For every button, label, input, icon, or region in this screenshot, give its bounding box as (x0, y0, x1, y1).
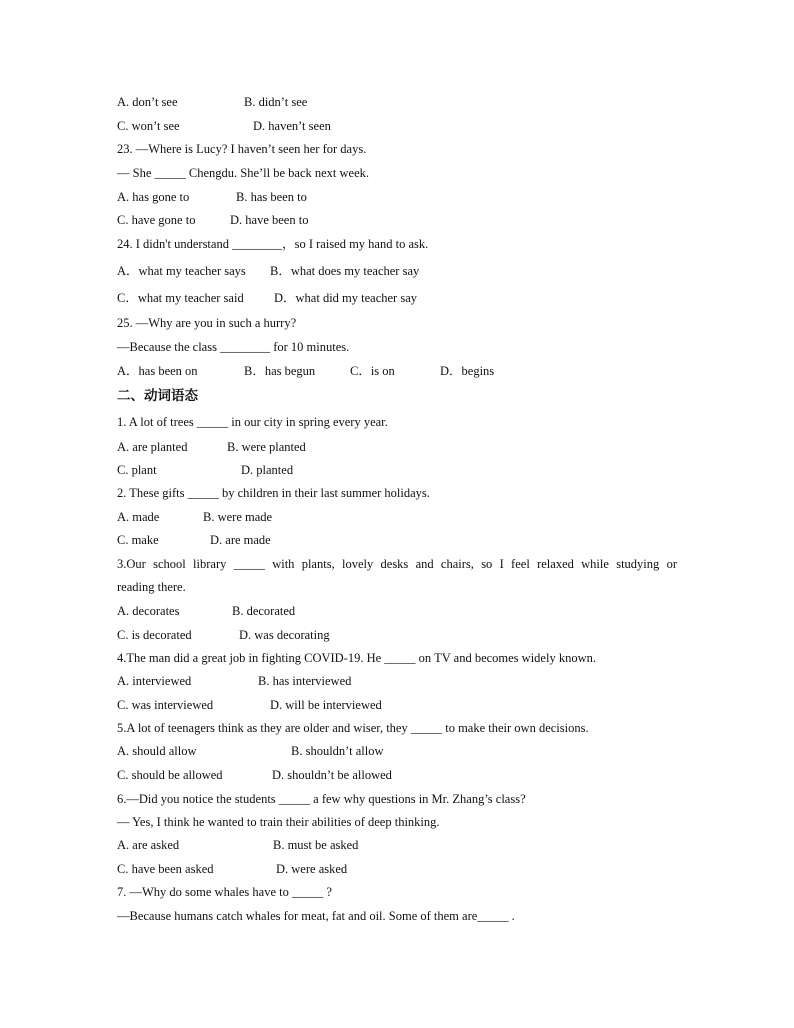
s3-question: 3.Our school library _____ with plants, lovely desks and chairs, so I feel relaxed while studying or (117, 557, 677, 571)
s6-option-d: D. were asked (276, 862, 348, 876)
s1-question: 1. A lot of trees _____ in our city in spring every year. (117, 415, 388, 429)
s3-option-c: C. is decorated (117, 628, 192, 642)
s6-option-c: C. have been asked (117, 862, 214, 876)
q25-question: 25. —Why are you in such a hurry? (117, 316, 297, 330)
s2-option-a: A. made (117, 510, 160, 524)
q25-answer-line: —Because the class ________ for 10 minutes. (117, 340, 350, 354)
q22-option-a: A. don’t see (117, 95, 178, 109)
s4-option-d: D. will be interviewed (270, 698, 382, 712)
q23-option-c: C. have gone to (117, 213, 196, 227)
s7-question: 7. —Why do some whales have to _____ ? (117, 885, 332, 899)
q22-option-c: C. won’t see (117, 119, 180, 133)
q23-answer-line: — She _____ Chengdu. She’ll be back next week. (117, 166, 370, 180)
s7-answer-line: —Because humans catch whales for meat, fat and oil. Some of them are_____ . (117, 909, 515, 923)
s2-option-c: C. make (117, 533, 159, 547)
s6-option-b: B. must be asked (273, 838, 359, 852)
q22-option-d: D. haven’t seen (253, 119, 331, 133)
q23-option-b: B. has been to (236, 190, 307, 204)
s2-option-d: D. are made (210, 533, 271, 547)
s3-question-continued: reading there. (117, 580, 186, 594)
s6-answer-line: — Yes, I think he wanted to train their abilities of deep thinking. (117, 815, 440, 829)
s2-option-b: B. were made (203, 510, 273, 524)
s1-option-d: D. planted (241, 463, 294, 477)
s5-option-c: C. should be allowed (117, 768, 223, 782)
s3-option-a: A. decorates (117, 604, 180, 618)
q25-option-a: A．has been on (117, 364, 198, 378)
s3-option-b: B. decorated (232, 604, 296, 618)
q23-question: 23. —Where is Lucy? I haven’t seen her for days. (117, 142, 367, 156)
s5-option-b: B. shouldn’t allow (291, 744, 384, 758)
q24-question: 24. I didn't understand ________，so I raised my hand to ask. (117, 237, 429, 251)
s4-option-a: A. interviewed (117, 674, 192, 688)
s1-option-b: B. were planted (227, 440, 306, 454)
s6-option-a: A. are asked (117, 838, 180, 852)
s6-question: 6.—Did you notice the students _____ a few why questions in Mr. Zhang’s class? (117, 792, 526, 806)
q22-option-b: B. didn’t see (244, 95, 308, 109)
s1-option-c: C. plant (117, 463, 157, 477)
q23-option-a: A. has gone to (117, 190, 190, 204)
s4-option-c: C. was interviewed (117, 698, 214, 712)
s5-question: 5.A lot of teenagers think as they are older and wiser, they _____ to make their own decisions. (117, 721, 589, 735)
q24-option-c: C．what my teacher said (117, 291, 244, 305)
s5-option-a: A. should allow (117, 744, 197, 758)
s3-option-d: D. was decorating (239, 628, 330, 642)
q23-option-d: D. have been to (230, 213, 309, 227)
q24-option-b: B．what does my teacher say (270, 264, 420, 278)
section-heading-verb-voice: 二、动词语态 (117, 388, 198, 404)
s4-question: 4.The man did a great job in fighting COVID-19. He _____ on TV and becomes widely known. (117, 651, 596, 665)
s5-option-d: D. shouldn’t be allowed (272, 768, 392, 782)
q25-option-d: D．begins (440, 364, 495, 378)
s2-question: 2. These gifts _____ by children in their last summer holidays. (117, 486, 430, 500)
q24-option-a: A．what my teacher says (117, 264, 246, 278)
s4-option-b: B. has interviewed (258, 674, 352, 688)
q25-option-b: B．has begun (244, 364, 316, 378)
s1-option-a: A. are planted (117, 440, 188, 454)
q25-option-c: C．is on (350, 364, 395, 378)
q24-option-d: D．what did my teacher say (274, 291, 418, 305)
